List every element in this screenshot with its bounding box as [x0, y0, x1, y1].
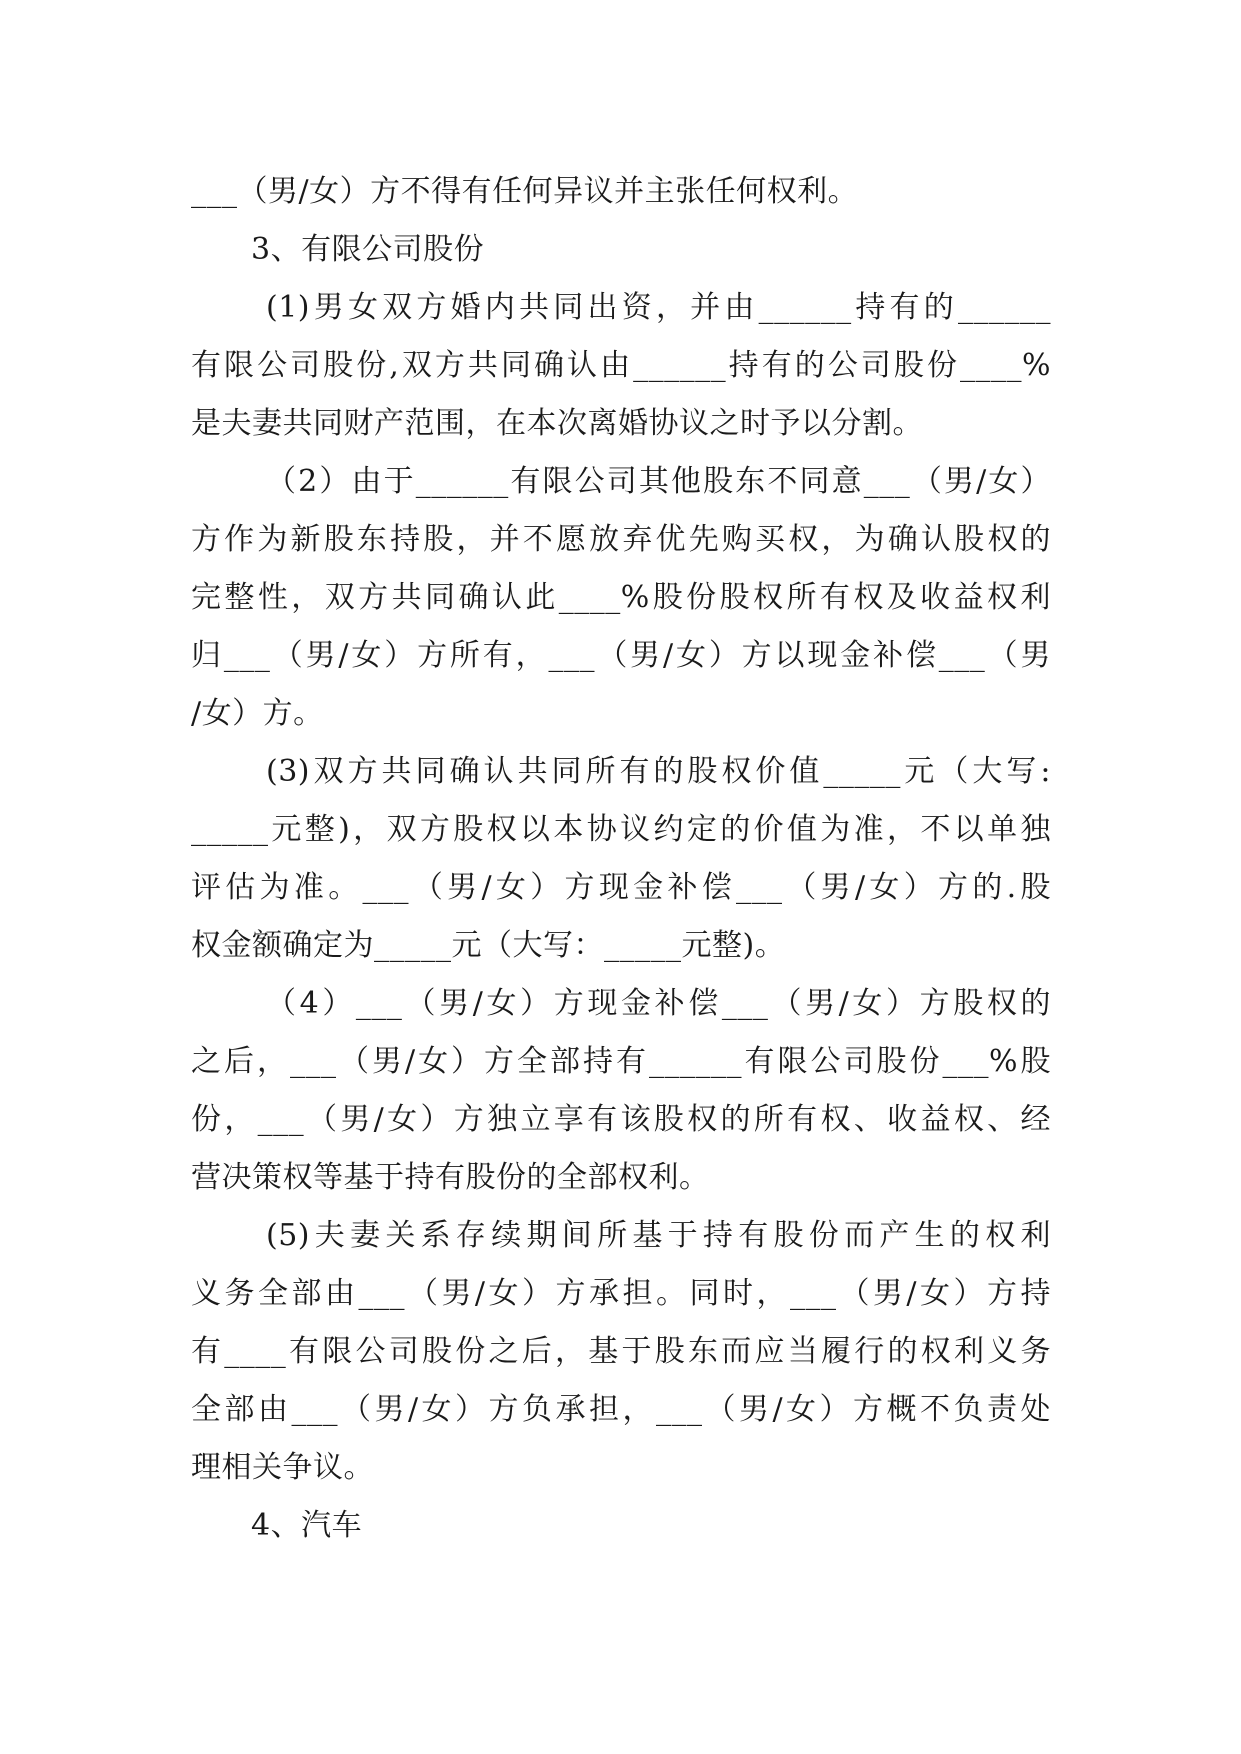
- text-line: （4）___（男/女）方现金补偿___（男/女）方股权的: [266, 986, 1051, 1021]
- text-line: （2）由于______有限公司其他股东不同意___（男/女）: [266, 464, 1051, 499]
- text-line: 之后，___（男/女）方全部持有______有限公司股份___%股: [191, 1044, 1051, 1079]
- text-line: 是夫妻共同财产范围，在本次离婚协议之时予以分割。: [191, 406, 923, 441]
- text-line: 评估为准。___（男/女）方现金补偿___（男/女）方的.股: [191, 870, 1051, 905]
- text-line: 有限公司股份,双方共同确认由______持有的公司股份____%: [191, 348, 1051, 383]
- text-line: _____元整)，双方股权以本协议约定的价值为准，不以单独: [191, 812, 1051, 847]
- section-heading: 4、汽车: [251, 1508, 363, 1543]
- text-line: (1)男女双方婚内共同出资，并由______持有的______: [266, 290, 1051, 325]
- text-line: 完整性，双方共同确认此____%股份股权所有权及收益权利: [191, 580, 1051, 615]
- text-line: 方作为新股东持股，并不愿放弃优先购买权，为确认股权的: [191, 522, 1051, 557]
- text-line: 权金额确定为_____元（大写：_____元整)。: [191, 928, 786, 963]
- text-line: 营决策权等基于持有股份的全部权利。: [191, 1160, 710, 1195]
- text-line: (5)夫妻关系存续期间所基于持有股份而产生的权利: [266, 1218, 1051, 1253]
- text-line: 有____有限公司股份之后，基于股东而应当履行的权利义务: [191, 1334, 1051, 1369]
- text-line: 义务全部由___（男/女）方承担。同时，___（男/女）方持: [191, 1276, 1051, 1311]
- text-line: (3)双方共同确认共同所有的股权价值_____元（大写:: [266, 754, 1051, 789]
- text-line: 归___（男/女）方所有，___（男/女）方以现金补偿___（男: [191, 638, 1051, 673]
- section-heading: 3、有限公司股份: [251, 232, 485, 267]
- text-line: 理相关争议。: [191, 1450, 374, 1485]
- text-line: /女）方。: [191, 696, 324, 731]
- text-line: 份，___（男/女）方独立享有该股权的所有权、收益权、经: [191, 1102, 1051, 1137]
- document-page: [191, 163, 1051, 1555]
- text-line: 全部由___（男/女）方负承担，___（男/女）方概不负责处: [191, 1392, 1051, 1427]
- text-line: ___（男/女）方不得有任何异议并主张任何权利。: [191, 174, 859, 209]
